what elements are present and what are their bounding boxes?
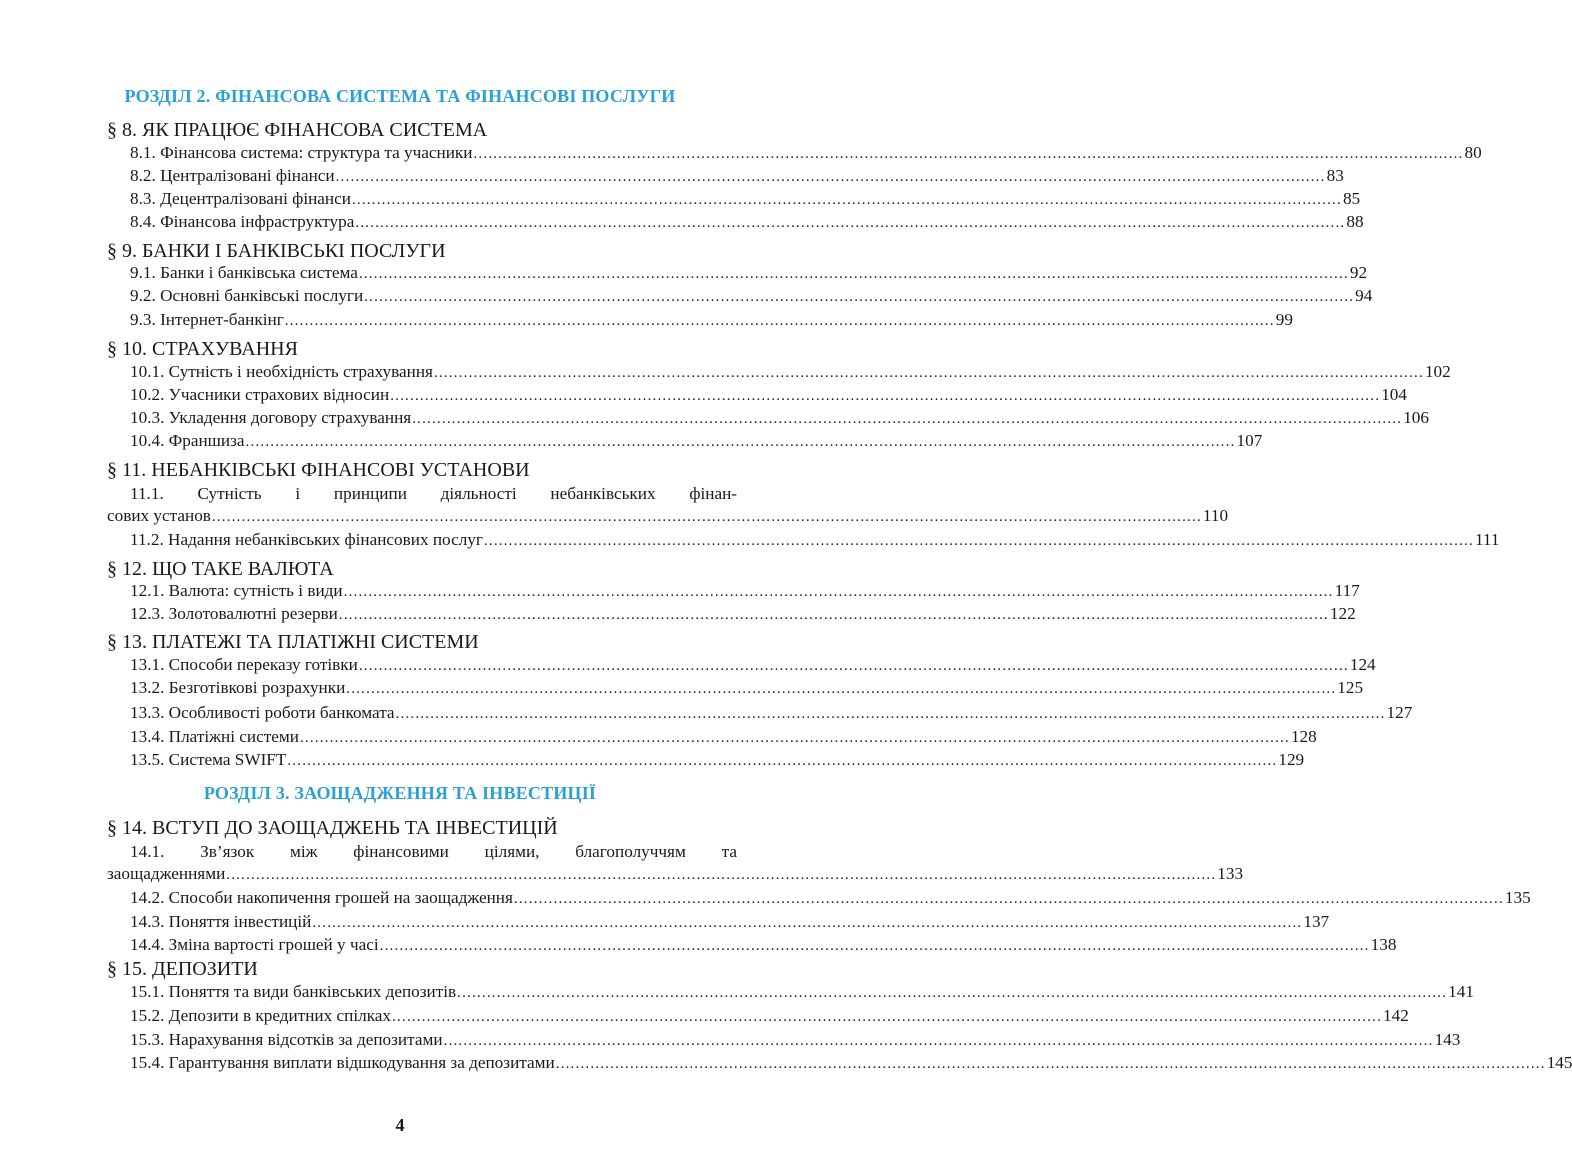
toc-entry: [130, 750, 1305, 774]
dot-leader: ........................................................................................................................................................................................................: [392, 1009, 1383, 1025]
dot-leader: ........................................................................................................................................................................................................: [358, 266, 1349, 282]
dot-leader: ........................................................................................................................................................................................................: [412, 411, 1403, 427]
toc-entry: [130, 1053, 1572, 1077]
entry-page-number: 141: [1448, 982, 1474, 1001]
entry-title: 10.2. Учасники страхових відносин: [130, 385, 390, 404]
entry-page-number: 117: [1334, 581, 1360, 600]
entry-title: 13.5. Система SWIFT: [130, 750, 287, 769]
dot-leader: ........................................................................................................................................................................................................: [338, 607, 1329, 623]
toc-entry: [130, 530, 1500, 554]
toc-entry: [130, 362, 1451, 386]
dot-leader: ........................................................................................................................................................................................................: [390, 388, 1381, 404]
toc-entry-line1: 14.1. Зв’язок між фінансовими цілями, благополуччям та: [130, 842, 737, 861]
dot-leader: ........................................................................................................................................................................................................: [355, 215, 1346, 231]
entry-page-number: 107: [1236, 431, 1263, 450]
dot-leader: ........................................................................................................................................................................................................: [358, 658, 1349, 674]
entry-page-number: 94: [1355, 286, 1373, 305]
entry-page-number: 135: [1504, 888, 1531, 907]
entry-title: 14.4. Зміна вартості грошей у часі: [130, 935, 379, 954]
dot-leader: ........................................................................................................................................................................................................: [513, 891, 1504, 907]
dot-leader: ........................................................................................................................................................................................................: [351, 192, 1342, 208]
toc-entry: [130, 703, 1413, 727]
entry-title: 15.3. Нарахування відсотків за депозитами: [130, 1030, 443, 1049]
entry-title: 15.4. Гарантування виплати відшкодування за депозитами: [130, 1053, 555, 1072]
entry-title: 9.3. Інтернет-банкінг: [130, 310, 284, 329]
toc-entry: [107, 864, 1244, 888]
dot-leader: ........................................................................................................................................................................................................: [287, 753, 1278, 769]
entry-page-number: 92: [1349, 263, 1368, 282]
dot-leader: ........................................................................................................................................................................................................: [211, 509, 1202, 525]
entry-page-number: 80: [1464, 143, 1482, 162]
toc-entry: [130, 212, 1364, 236]
dot-leader: ........................................................................................................................................................................................................: [555, 1056, 1546, 1072]
paragraph-heading: § 8. ЯК ПРАЦЮЄ ФІНАНСОВА СИСТЕМА: [107, 119, 488, 141]
entry-title: 8.2. Централізовані фінанси: [130, 166, 335, 185]
dot-leader: ........................................................................................................................................................................................................: [395, 706, 1386, 722]
toc-entry: [130, 143, 1482, 167]
dot-leader: ........................................................................................................................................................................................................: [226, 867, 1217, 883]
toc-entry: [130, 655, 1376, 679]
dot-leader: ........................................................................................................................................................................................................: [457, 985, 1448, 1001]
paragraph-heading: § 14. ВСТУП ДО ЗАОЩАДЖЕНЬ ТА ІНВЕСТИЦІЙ: [107, 817, 558, 839]
dot-leader: ........................................................................................................................................................................................................: [346, 681, 1337, 697]
entry-title: заощадженнями: [107, 864, 226, 883]
entry-page-number: 128: [1290, 727, 1317, 746]
toc-entry: [130, 604, 1356, 628]
entry-page-number: 99: [1275, 310, 1293, 329]
entry-page-number: 106: [1403, 408, 1429, 427]
entry-page-number: 125: [1337, 678, 1364, 697]
dot-leader: ........................................................................................................................................................................................................: [379, 938, 1370, 954]
page-number: 4: [395, 1115, 405, 1135]
entry-page-number: 122: [1329, 604, 1356, 623]
toc-entry: [130, 1006, 1409, 1030]
entry-title: 9.2. Основні банківські послуги: [130, 286, 364, 305]
toc-entry: [130, 678, 1364, 702]
entry-page-number: 111: [1474, 530, 1500, 549]
entry-page-number: 83: [1326, 166, 1344, 185]
entry-page-number: 85: [1342, 189, 1361, 208]
dot-leader: ........................................................................................................................................................................................................: [245, 434, 1236, 450]
entry-title: 13.4. Платіжні системи: [130, 727, 299, 746]
dot-leader: ........................................................................................................................................................................................................: [443, 1033, 1434, 1049]
entry-title: 8.3. Децентралізовані фінанси: [130, 189, 351, 208]
entry-title: 15.2. Депозити в кредитних спілках: [130, 1006, 392, 1025]
entry-title: 8.1. Фінансова система: структура та учасники: [130, 143, 473, 162]
entry-title: 10.3. Укладення договору страхування: [130, 408, 412, 427]
paragraph-heading: § 10. СТРАХУВАННЯ: [107, 338, 298, 360]
toc-entry: [130, 431, 1263, 455]
dot-leader: ........................................................................................................................................................................................................: [483, 533, 1474, 549]
toc-entry: [130, 1030, 1461, 1054]
entry-title: 11.2. Надання небанківських фінансових послуг: [130, 530, 483, 549]
entry-page-number: 102: [1424, 362, 1451, 381]
section-heading: РОЗДІЛ 2. ФІНАНСОВА СИСТЕМА ТА ФІНАНСОВІ ПОСЛУГИ: [124, 86, 676, 106]
paragraph-heading: § 11. НЕБАНКІВСЬКІ ФІНАНСОВІ УСТАНОВИ: [107, 459, 530, 481]
toc-entry: [130, 385, 1407, 409]
entry-page-number: 129: [1278, 750, 1305, 769]
toc-entry: [130, 982, 1474, 1006]
dot-leader: ........................................................................................................................................................................................................: [433, 365, 1424, 381]
entry-page-number: 124: [1349, 655, 1376, 674]
dot-leader: ........................................................................................................................................................................................................: [343, 584, 1334, 600]
toc-entry: [130, 727, 1317, 751]
entry-page-number: 127: [1386, 703, 1413, 722]
toc-entry: [130, 189, 1361, 213]
paragraph-heading: § 12. ЩО ТАКЕ ВАЛЮТА: [107, 558, 334, 580]
toc-entry: [130, 286, 1373, 310]
entry-page-number: 104: [1381, 385, 1407, 404]
toc-entry: [130, 263, 1368, 287]
entry-page-number: 145: [1546, 1053, 1572, 1072]
toc-entry: [130, 310, 1293, 334]
entry-title: 8.4. Фінансова інфраструктура: [130, 212, 355, 231]
entry-title: 14.3. Поняття інвестицій: [130, 912, 312, 931]
dot-leader: ........................................................................................................................................................................................................: [364, 289, 1355, 305]
entry-title: 15.1. Поняття та види банківських депозитів: [130, 982, 457, 1001]
toc-entry: [130, 581, 1360, 605]
entry-title: 10.4. Франшиза: [130, 431, 245, 450]
toc-entry: [130, 935, 1397, 959]
dot-leader: ........................................................................................................................................................................................................: [284, 313, 1275, 329]
paragraph-heading: § 13. ПЛАТЕЖІ ТА ПЛАТІЖНІ СИСТЕМИ: [107, 631, 479, 653]
toc-entry: [130, 166, 1344, 190]
entry-title: 13.2. Безготівкові розрахунки: [130, 678, 346, 697]
dot-leader: ........................................................................................................................................................................................................: [312, 915, 1303, 931]
dot-leader: ........................................................................................................................................................................................................: [473, 146, 1464, 162]
entry-page-number: 137: [1303, 912, 1330, 931]
toc-entry: [130, 888, 1531, 912]
toc-entry: [130, 408, 1429, 432]
toc-entry: [130, 912, 1330, 936]
paragraph-heading: § 15. ДЕПОЗИТИ: [107, 958, 258, 980]
entry-page-number: 142: [1383, 1006, 1409, 1025]
entry-title: 12.3. Золотовалютні резерви: [130, 604, 338, 623]
entry-page-number: 138: [1370, 935, 1397, 954]
entry-title: 9.1. Банки і банківська система: [130, 263, 358, 282]
toc-entry: [107, 506, 1229, 530]
entry-page-number: 143: [1434, 1030, 1461, 1049]
section-heading: РОЗДІЛ 3. ЗАОЩАДЖЕННЯ ТА ІНВЕСТИЦІЇ: [203, 783, 597, 803]
entry-title: 14.2. Способи накопичення грошей на заощадження: [130, 888, 513, 907]
entry-title: сових установ: [107, 506, 211, 525]
entry-title: 13.3. Особливості роботи банкомата: [130, 703, 395, 722]
toc-entry-line1: 11.1. Сутність і принципи діяльності небанківських фінан-: [130, 484, 737, 503]
entry-page-number: 110: [1202, 506, 1229, 525]
dot-leader: ........................................................................................................................................................................................................: [335, 169, 1326, 185]
dot-leader: ........................................................................................................................................................................................................: [299, 730, 1290, 746]
entry-title: 10.1. Сутність і необхідність страхування: [130, 362, 433, 381]
entry-title: 13.1. Способи переказу готівки: [130, 655, 358, 674]
entry-page-number: 133: [1217, 864, 1244, 883]
entry-title: 12.1. Валюта: сутність і види: [130, 581, 343, 600]
paragraph-heading: § 9. БАНКИ І БАНКІВСЬКІ ПОСЛУГИ: [107, 240, 446, 262]
entry-page-number: 88: [1346, 212, 1364, 231]
